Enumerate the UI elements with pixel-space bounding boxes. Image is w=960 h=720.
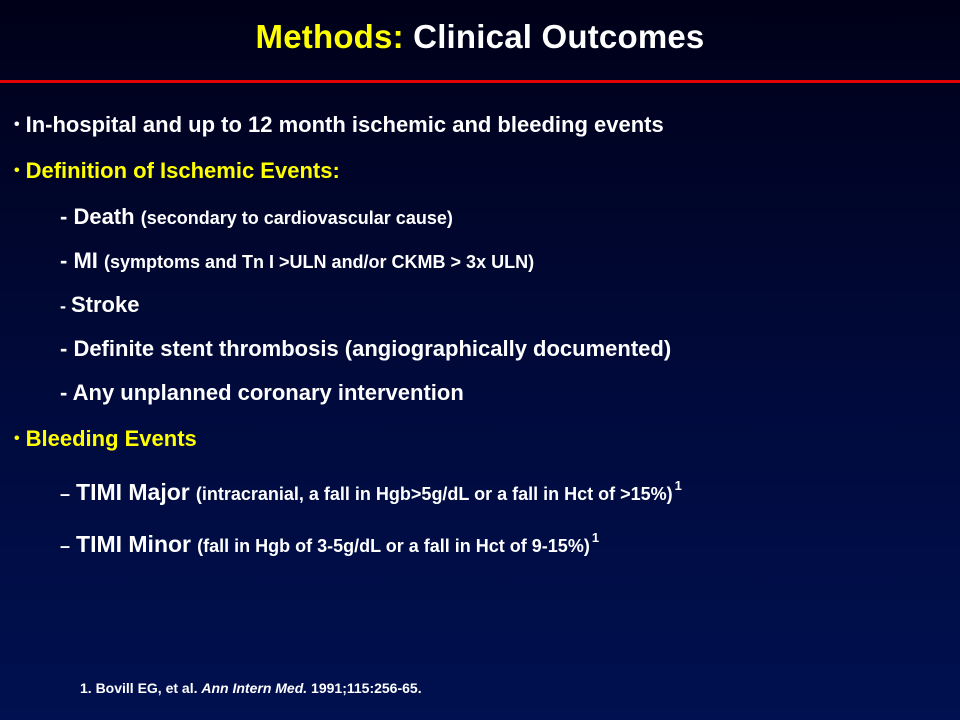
reference-citation — [80, 680, 422, 696]
bleeding-minor-detail: (fall in Hgb of 3-5g/dL or a fall in Hct of 9-15%) — [197, 536, 590, 556]
bleeding-timi-major — [60, 478, 682, 506]
title-rest: Clinical Outcomes — [413, 18, 705, 55]
bleeding-major-footnote: 1 — [674, 478, 682, 493]
bullet-dot-icon: • — [14, 162, 20, 179]
ischemic-stroke-prefix: - — [60, 296, 71, 316]
reference-details: 1991;115:256-65. — [307, 680, 422, 696]
slide-title — [0, 18, 960, 56]
bleeding-timi-minor — [60, 530, 599, 558]
bleeding-major-dash: – — [60, 484, 71, 504]
ischemic-mi — [60, 248, 534, 274]
bullet-events-scope-text: In-hospital and up to 12 month ischemic and bleeding events — [25, 112, 664, 137]
ischemic-mi-prefix: - — [60, 248, 74, 273]
reference-authors: 1. Bovill EG, et al. — [80, 680, 202, 696]
ischemic-death-detail: (secondary to cardiovascular cause) — [140, 208, 453, 228]
bullet-dot-icon: • — [14, 116, 20, 133]
bullet-bleeding-events-text: Bleeding Events — [25, 426, 197, 451]
ischemic-death-term: Death — [73, 204, 135, 229]
ischemic-death-prefix: - — [60, 204, 74, 229]
title-divider — [0, 80, 960, 83]
bullet-bleeding-events — [14, 426, 197, 452]
bleeding-minor-footnote: 1 — [591, 530, 600, 545]
bullet-dot-icon: • — [14, 430, 20, 447]
reference-journal: Ann Intern Med. — [201, 680, 308, 696]
ischemic-stroke-term: Stroke — [71, 292, 140, 317]
bleeding-minor-term: TIMI Minor — [76, 531, 191, 557]
ischemic-stent-thrombosis: - Definite stent thrombosis (angiographically documented) — [60, 336, 672, 361]
bleeding-major-term: TIMI Major — [76, 479, 190, 505]
bullet-ischemic-definition — [14, 158, 340, 184]
bullet-ischemic-definition-text: Definition of Ischemic Events: — [25, 158, 340, 183]
ischemic-death — [60, 204, 453, 230]
title-accent: Methods: — [255, 18, 404, 55]
bullet-events-scope — [14, 112, 664, 138]
ischemic-mi-detail: (symptoms and Tn I >ULN and/or CKMB > 3x ULN) — [104, 252, 535, 272]
ischemic-mi-term: MI — [73, 248, 98, 273]
ischemic-unplanned-intervention: - Any unplanned coronary intervention — [60, 380, 464, 405]
bleeding-minor-dash: – — [60, 536, 71, 556]
ischemic-stroke — [60, 292, 139, 318]
bleeding-major-detail: (intracranial, a fall in Hgb>5g/dL or a fall in Hct of >15%) — [195, 484, 673, 504]
